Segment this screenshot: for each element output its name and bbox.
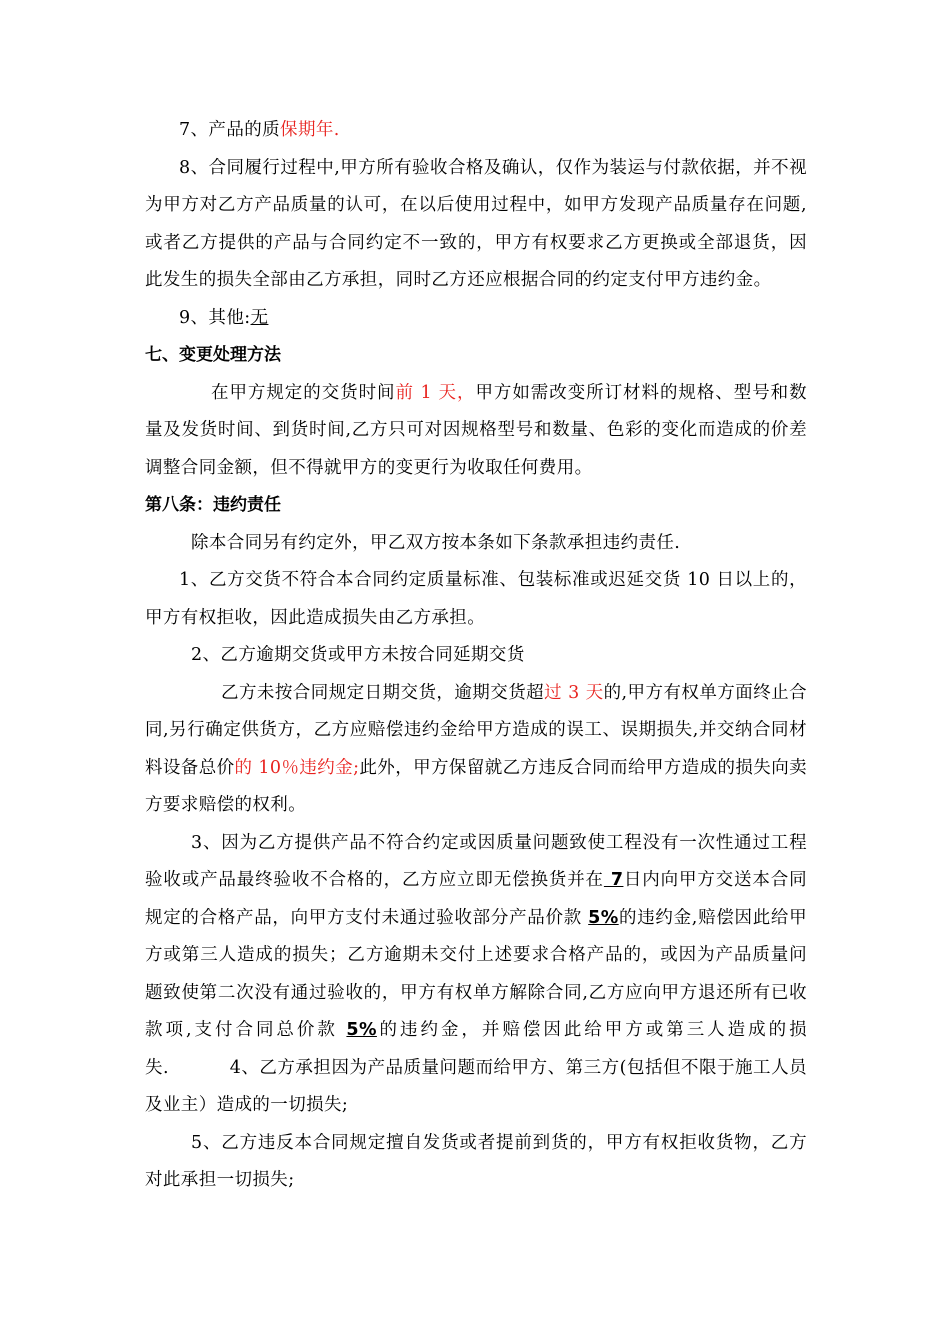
clause-8: 8、合同履行过程中,甲方所有验收合格及确认，仅作为装运与付款依据，并不视为甲方对乙方产品质量的认可，在以后使用过程中，如甲方发现产品质量存在问题,或者乙方提供的产品与合同约定不一致的，甲方有权要求乙方更换或全部退货，因此发生的损失全部由乙方承担，同时乙方还应根据合同的约定支付甲方违约金。 <box>145 157 807 290</box>
change-paragraph: 在甲方规定的交货时间前 1 天，甲方如需改变所订材料的规格、型号和数量及发货时间、到货时间,乙方只可对因规格型号和数量、色彩的变化而造成的价差调整合同金额，但不得就甲方的变更行为收取任何费用。 <box>145 382 807 478</box>
breach-item-5: 5、乙方违反本合同规定擅自发货或者提前到货的，甲方有权拒收货物，乙方对此承担一切损失; <box>145 1132 807 1190</box>
breach-item-2-detail: 乙方未按合同规定日期交货，逾期交货超过 3 天的,甲方有权单方面终止合同,另行确定供货方，乙方应赔偿违约金给甲方造成的误工、误期损失,并交纳合同材料设备总价的 10％违约金;此外，甲方保留就乙方违反合同而给甲方造成的损失向卖方要求赔偿的权利。 <box>145 682 808 815</box>
breach-item-3: 3、因为乙方提供产品不符合约定或因质量问题致使工程没有一次性通过工程验收或产品最终验收不合格的，乙方应立即无偿换货并在 7日内向甲方交送本合同规定的合格产品，向甲方支付未通过验收部分产品价款 5%的违约金,赔偿因此给甲方或第三人造成的损失；乙方逾期未交付上述要求合格产品的，或因为产品质量问题致使第二次没有通过验收的，甲方有权单方解除合同,乙方应向甲方退还所有已收款项,支付合同总价款 5%的违约金，并赔偿因此给甲方或第三人造成的损失. 4、乙方承担因为产品质量问题而给甲方、第三方(包括但不限于施工人员及业主）造成的一切损失; <box>145 832 807 1115</box>
section-heading-breach: 第八条：违约责任 <box>145 495 281 515</box>
clause-9: 9、其他:无 <box>179 307 269 328</box>
contract-page <box>145 112 807 1200</box>
breach-item-1: 1、乙方交货不符合本合同约定质量标准、包装标准或迟延交货 10 日以上的，甲方有权拒收，因此造成损失由乙方承担。 <box>145 570 807 628</box>
breach-intro: 除本合同另有约定外，甲乙双方按本条如下条款承担违约责任. <box>191 532 681 553</box>
breach-item-2: 2、乙方逾期交货或甲方未按合同延期交货 <box>191 645 525 665</box>
section-heading-change: 七、变更处理方法 <box>145 345 281 365</box>
warranty-period: 保期年 <box>280 120 334 140</box>
clause-7: 7、产品的质保期年. <box>179 120 340 140</box>
